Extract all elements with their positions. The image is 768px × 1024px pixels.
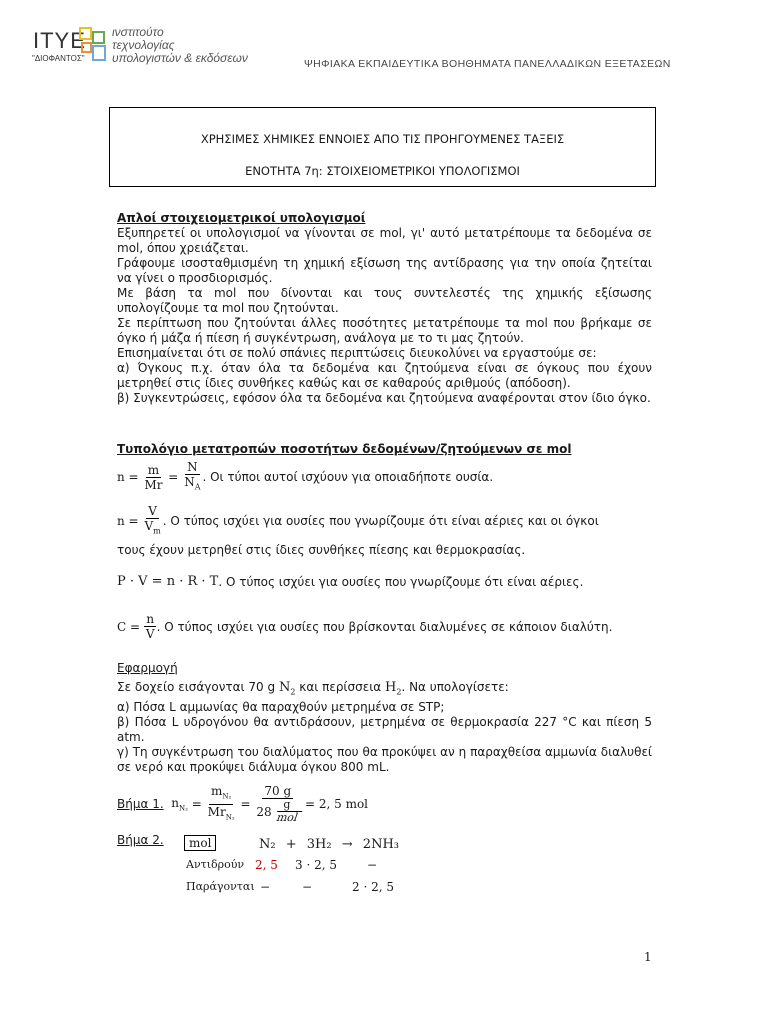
formula-moles-volume-cont: τους έχουν μετρηθεί στις ίδιες συνθήκες πίεσης και θερμοκρασίας. [117,543,526,557]
prod-row-label: Παράγονται [186,880,255,893]
paragraph: β) Συγκεντρώσεις, εφόσον όλα τα δεδομένα και ζητούμενα αναφέρονται στον ίδιο όγκο. [117,391,651,405]
step-2: Βήμα 2. [117,833,164,847]
fraction: $\frac{m}{Mr}$ [144,462,163,492]
section-heading: Τυπολόγιο μετατροπών ποσοτήτων δεδομένων/ζητούμενων σε mol [117,442,572,456]
reaction-equation: N₂ + 3H₂ → 2NH₃ [259,837,399,852]
page-number: 1 [644,950,652,964]
paragraph: α) Όγκους π.χ. όταν όλα τα δεδομένα και ζητούμενα είναι σε όγκους που έχουν μετρηθεί στις ίδιες συνθήκες καθώς και σε καθαρούς αριθμούς (απόδοση). [117,361,652,390]
formula-concentration: C = $\frac{n}{V}$ . Ο τύπος ισχύει για ουσίες που βρίσκονται διαλυμένες σε κάποιον διαλύτη. [117,612,613,641]
paragraph: Με βάση τα mol που δίνονται και τους συντελεστές της χημικής εξίσωσης υπολογίζουμε τα mol που ζητούνται. [117,286,652,315]
prod-value-nh3: 2 · 2, 5 [352,880,394,894]
paragraph: Επισημαίνεται ότι σε πολύ σπάνιες περιπτώσεις διευκολύνει να εργαστούμε σε: [117,346,597,360]
formula-moles-volume: n = $\frac{V}{V_m}$ . Ο τύπος ισχύει για ουσίες που γνωρίζουμε ότι είναι αέριες και οι όγκοι [117,504,599,538]
fraction: $\frac{n}{V}$ [145,612,155,641]
title-line-1: ΧΡΗΣΙΜΕΣ ΧΗΜΙΚΕΣ ΕΝΝΟΙΕΣ ΑΠΟ ΤΙΣ ΠΡΟΗΓΟΥΜΕΝΕΣ ΤΑΞΕΙΣ [200,132,565,146]
header-banner: ΨΗΦΙΑΚΑ ΕΚΠΑΙΔΕΥΤΙΚΑ ΒΟΗΘΗΜΑΤΑ ΠΑΝΕΛΛΑΔΙΚΩΝ ΕΞΕΤΑΣΕΩΝ [304,58,671,70]
fraction: $\frac{m_{N_2}}{Mr_{N_2}}$ [207,784,235,821]
application-heading: Εφαρμογή [117,661,178,675]
react-value-n2: 2, 5 [255,858,278,872]
question-item: α) Πόσα L αμμωνίας θα παραχθούν μετρημένα σε STP; [117,699,445,714]
section-formula-heading [117,442,652,457]
paragraph: Σε περίπτωση που ζητούνται άλλες ποσότητες μετατρέπουμε τα mol που βρήκαμε σε όγκο ή μάζα ή πίεση ή συγκέντρωση, ανάλογα με το τι μας ζητούν. [117,316,652,345]
formula-moles-mass: n = $\frac{m}{Mr}$ = $\frac{N}{N_A}$ . Οι τύποι αυτοί ισχύουν για οποιαδήποτε ουσία. [117,460,493,494]
logo-squares-icon [78,26,108,64]
paragraph: Γράφουμε ισοσταθμισμένη τη χημική εξίσωση της αντίδρασης για την οποία ζητείται να γίνει ο προσδιορισμός. [117,256,652,285]
fraction: 70 g 28 $\frac{g}{\text{mol}}$ [256,784,300,824]
step-1: Βήμα 1. $n_{N_2}$ = $\frac{m_{N_2}}{Mr_{N_2}}$ = 70 g 28 $\frac{g}{\text{mol}}$ = 2, 5 mol [117,784,369,824]
institute-line: υπολογιστών & εκδόσεων [112,51,248,65]
prod-value-n2: − [260,880,271,894]
question-item: γ) Τη συγκέντρωση του διαλύματος που θα προκύψει αν η παραχθείσα αμμωνία διαλυθεί σε νερό και προκύψει διάλυμα όγκου 800 mL. [117,744,652,774]
logo-text: ΙΤΥΕ [33,28,86,53]
institute-line: ινστιτούτο [112,25,164,39]
react-row-label: Αντιδρούν [186,858,245,871]
fraction: $\frac{V}{V_m}$ [144,504,161,536]
institute-line: τεχνολογίας [112,38,175,52]
fraction: $\frac{N}{N_A}$ [184,460,201,492]
application-section [117,661,652,775]
prod-value-h2: − [302,880,313,894]
unit-box: mol [184,835,216,851]
formula-ideal-gas: P · V = n · R · T . Ο τύπος ισχύει για ουσίες που γνωρίζουμε ότι είναι αέριες. [117,574,584,589]
react-value-h2: 3 · 2, 5 [295,858,337,872]
section-simple-calcs [117,211,652,406]
paragraph: Εξυπηρετεί οι υπολογισμοί να γίνονται σε mol, γι' αυτό μετατρέπουμε τα δεδομένα σε mol, όπου χρειάζεται. [117,226,652,255]
question-item: β) Πόσα L υδρογόνου θα αντιδράσουν, μετρημένα σε θερμοκρασία 227 °C και πίεση 5 atm. [117,714,652,744]
institute-name [112,26,248,65]
title-box [109,107,656,187]
section-heading: Απλοί στοιχειομετρικοί υπολογισμοί [117,211,366,225]
react-value-nh3: − [367,858,378,872]
application-intro: Σε δοχείο εισάγονται 70 g $N_2$ και περίσσεια $H_2$. Να υπολογίσετε: [117,680,509,697]
title-line-2: ΕΝΟΤΗΤΑ 7η: ΣΤΟΙΧΕΙΟΜΕΤΡΙΚΟΙ ΥΠΟΛΟΓΙΣΜΟΙ [245,164,520,178]
logo-subtitle: "ΔΙΟΦΑΝΤΟΣ" [32,54,85,63]
